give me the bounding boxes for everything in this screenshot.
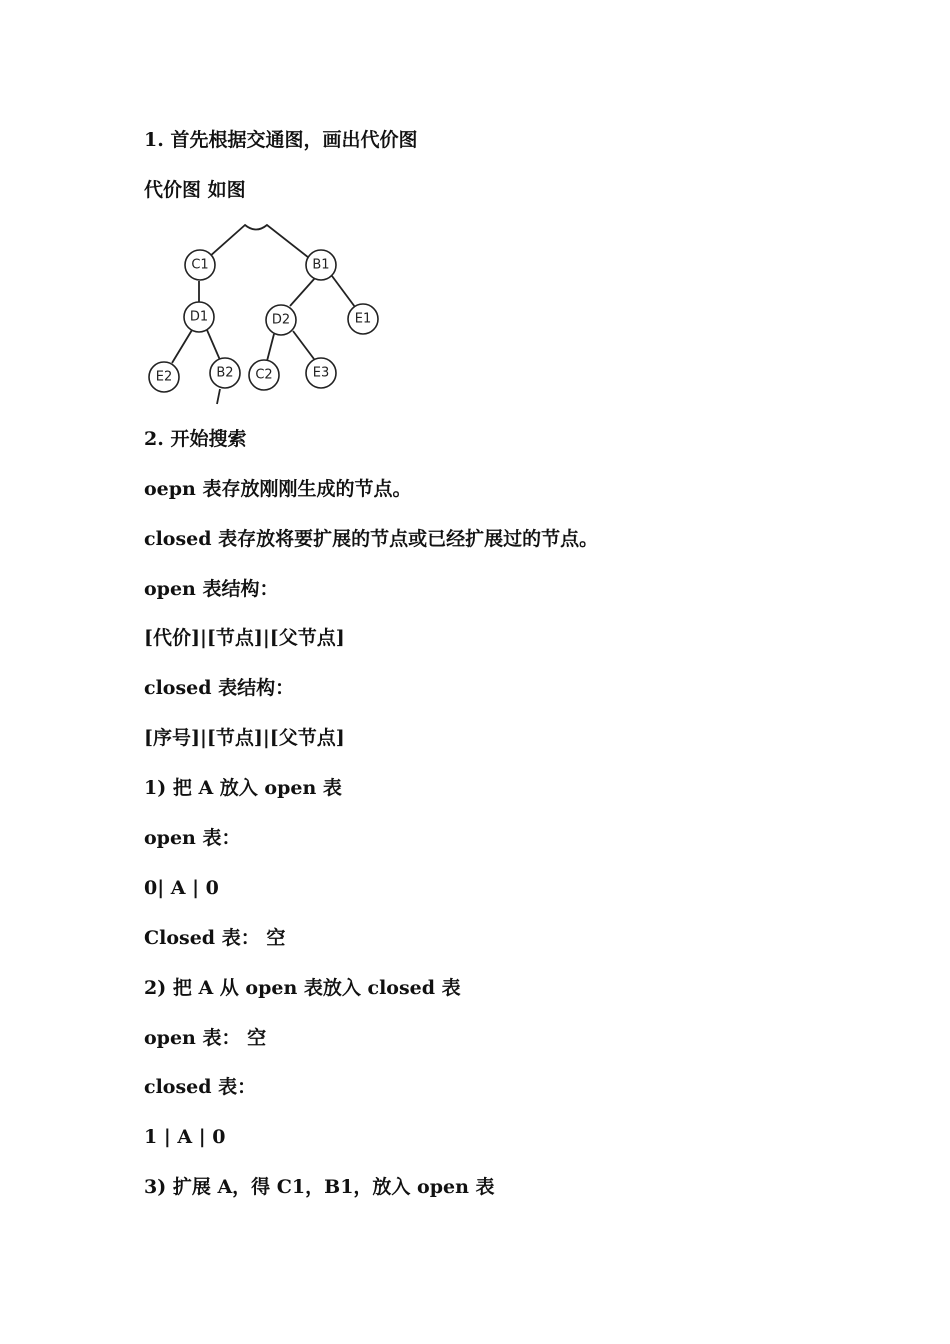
open-structure-format: [代价]|[节点]|[父节点] bbox=[144, 627, 345, 649]
heading-step-2: 2. 开始搜索 bbox=[144, 428, 247, 450]
step-3-instruction: 3) 扩展 A，得 C1，B1，放入 open 表 bbox=[144, 1176, 495, 1198]
heading-step-1: 1. 首先根据交通图，画出代价图 bbox=[144, 129, 418, 151]
edge-d2-c2 bbox=[267, 334, 274, 361]
edge-b2-down bbox=[217, 389, 220, 404]
node-c1 bbox=[185, 250, 215, 280]
node-c2 bbox=[249, 360, 279, 390]
node-label: D1 bbox=[189, 309, 209, 325]
open-table-empty: open 表： 空 bbox=[144, 1027, 267, 1049]
closed-structure-format: [序号]|[节点]|[父节点] bbox=[144, 727, 345, 749]
edge-d2-e3 bbox=[293, 331, 314, 359]
node-e2 bbox=[149, 362, 179, 392]
node-e1 bbox=[348, 304, 378, 334]
node-label: C2 bbox=[255, 367, 273, 383]
step-2-instruction: 2) 把 A 从 open 表放入 closed 表 bbox=[144, 977, 461, 999]
node-label: E3 bbox=[312, 365, 330, 381]
node-label: B2 bbox=[216, 365, 234, 381]
node-b1 bbox=[306, 250, 336, 280]
closed-table-row: 1 | A | 0 bbox=[144, 1126, 226, 1148]
node-label: C1 bbox=[191, 257, 209, 273]
node-b2 bbox=[210, 358, 240, 388]
cost-graph-tree bbox=[140, 222, 390, 407]
node-d1 bbox=[184, 302, 214, 332]
node-label: D2 bbox=[271, 312, 291, 328]
edge-d1-b2 bbox=[207, 330, 220, 360]
edge-b1-d2 bbox=[290, 278, 315, 306]
closed-structure-label: closed 表结构： bbox=[144, 677, 295, 699]
node-e3 bbox=[306, 358, 336, 388]
closed-table-label: closed 表： bbox=[144, 1076, 257, 1098]
edge-d1-e2 bbox=[172, 330, 192, 363]
edge-root bbox=[200, 225, 318, 265]
open-table-label: open 表： bbox=[144, 827, 241, 849]
edge-b1-e1 bbox=[332, 276, 355, 307]
closed-table-description: closed 表存放将要扩展的节点或已经扩展过的节点。 bbox=[144, 528, 599, 550]
step-1-instruction: 1) 把 A 放入 open 表 bbox=[144, 777, 342, 799]
open-structure-label: open 表结构： bbox=[144, 578, 279, 600]
cost-graph-caption: 代价图 如图 bbox=[144, 179, 246, 201]
node-label: B1 bbox=[312, 257, 330, 273]
node-label: E2 bbox=[155, 369, 173, 385]
open-table-row: 0| A | 0 bbox=[144, 877, 219, 899]
open-table-description: oepn 表存放刚刚生成的节点。 bbox=[144, 478, 412, 500]
node-label: E1 bbox=[354, 311, 372, 327]
closed-table-empty: Closed 表： 空 bbox=[144, 927, 286, 949]
node-d2 bbox=[266, 305, 296, 335]
